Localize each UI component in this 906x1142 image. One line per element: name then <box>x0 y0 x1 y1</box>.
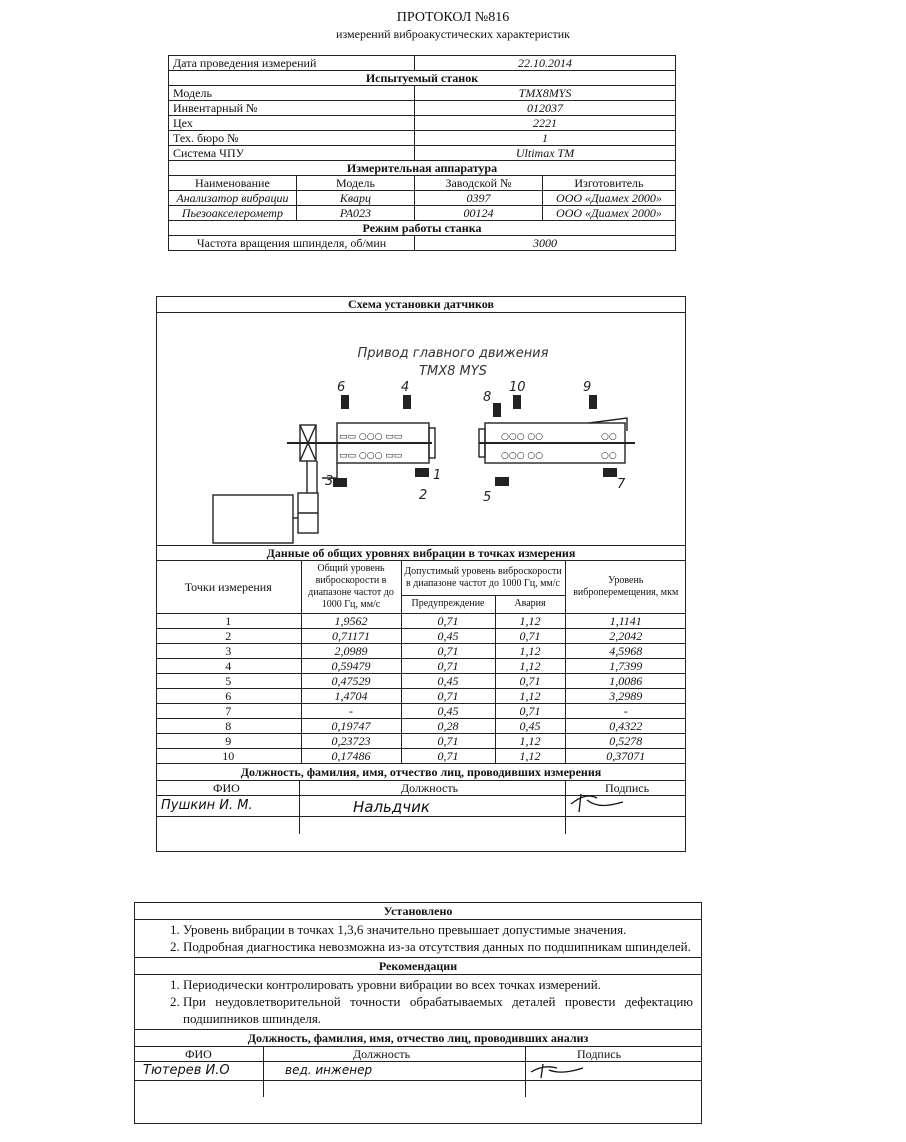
sensor-label-5: 5 <box>483 490 492 505</box>
point-cell: 8 <box>156 719 301 734</box>
svg-text:○○○ ○○: ○○○ ○○ <box>501 432 544 442</box>
sensor-label-10: 10 <box>509 380 526 395</box>
table-row <box>156 629 686 644</box>
scheme-caption: Привод главного движения <box>357 346 549 361</box>
alarm-cell: 1,12 <box>495 644 565 659</box>
svg-text:▭▭ ○○○ ▭▭: ▭▭ ○○○ ▭▭ <box>339 451 403 461</box>
date-value: 22.10.2014 <box>415 56 676 71</box>
velocity-cell: 1,9562 <box>301 614 401 629</box>
vibration-header: Данные об общих уровнях вибрации в точках измерения <box>156 546 686 561</box>
sensor-label-3: 3 <box>325 474 334 489</box>
alarm-cell: 0,45 <box>495 719 565 734</box>
svg-text:▭▭ ○○○ ▭▭: ▭▭ ○○○ ▭▭ <box>339 432 403 442</box>
alarm-cell: 1,12 <box>495 749 565 764</box>
velocity-cell: 0,17486 <box>301 749 401 764</box>
warning-cell: 0,71 <box>401 734 495 749</box>
displacement-cell: 1,1141 <box>565 614 686 629</box>
warning-cell: 0,71 <box>401 749 495 764</box>
warning-cell: 0,45 <box>401 704 495 719</box>
findings-header: Установлено <box>135 903 701 920</box>
table-row <box>156 689 686 704</box>
info-table <box>168 55 676 251</box>
warning-cell: 0,71 <box>401 689 495 704</box>
point-cell: 10 <box>156 749 301 764</box>
equipment-maker: ООО «Диамех 2000» <box>542 206 675 221</box>
sensor-label-1: 1 <box>433 468 442 483</box>
analysts-row <box>135 1061 701 1081</box>
point-cell: 9 <box>156 734 301 749</box>
displacement-cell: 0,5278 <box>565 734 686 749</box>
analyst-name: Тютерев И.О <box>143 1063 230 1078</box>
displacement-cell: - <box>565 704 686 719</box>
velocity-cell: 1,4704 <box>301 689 401 704</box>
recommendations-header: Рекомендации <box>135 957 701 975</box>
mode-header: Режим работы станка <box>169 221 676 236</box>
info-label: Модель <box>169 86 415 101</box>
warning-cell: 0,71 <box>401 644 495 659</box>
velocity-cell: 0,59479 <box>301 659 401 674</box>
velocity-cell: - <box>301 704 401 719</box>
measurers-header: Должность, фамилия, имя, отчество лиц, проводивших измерения <box>157 764 685 781</box>
point-cell: 2 <box>156 629 301 644</box>
equipment-header: Измерительная аппаратура <box>169 161 676 176</box>
displacement-cell: 3,2989 <box>565 689 686 704</box>
warning-cell: 0,71 <box>401 659 495 674</box>
point-cell: 5 <box>156 674 301 689</box>
sensor-label-9: 9 <box>583 380 592 395</box>
measurers-empty-row <box>157 817 685 833</box>
analysts-col-position: Должность <box>353 1047 411 1061</box>
table-row <box>156 659 686 674</box>
col-velocity: Общий уровень виброскорости в диапазоне частот до 1000 Гц, мм/с <box>301 561 401 614</box>
svg-text:○○: ○○ <box>601 432 617 442</box>
findings-list <box>135 920 701 957</box>
equipment-col-name: Наименование <box>169 176 297 191</box>
info-label: Цех <box>169 116 415 131</box>
point-cell: 6 <box>156 689 301 704</box>
protocol-title: ПРОТОКОЛ №816 <box>396 10 510 25</box>
analysts-col-name: ФИО <box>185 1047 212 1061</box>
mode-value: 3000 <box>415 236 676 251</box>
vibration-table <box>156 545 686 764</box>
point-cell: 1 <box>156 614 301 629</box>
analysts-header: Должность, фамилия, имя, отчество лиц, проводивших анализ <box>135 1029 701 1047</box>
col-points: Точки измерения <box>156 561 301 614</box>
measurers-col-position: Должность <box>401 781 459 795</box>
svg-text:○○○ ○○: ○○○ ○○ <box>501 451 544 461</box>
col-displacement: Уровень виброперемещения, мкм <box>565 561 686 614</box>
measurer-name: Пушкин И. М. <box>161 798 253 813</box>
alarm-cell: 1,12 <box>495 659 565 674</box>
sensor-label-4: 4 <box>401 380 410 395</box>
table-row <box>156 749 686 764</box>
point-cell: 3 <box>156 644 301 659</box>
table-row <box>156 719 686 734</box>
recommendations-list <box>135 975 701 1029</box>
analysts-columns <box>135 1047 701 1061</box>
alarm-cell: 1,12 <box>495 734 565 749</box>
measurers-col-name: ФИО <box>213 781 240 795</box>
warning-cell: 0,71 <box>401 614 495 629</box>
info-label: Тех. бюро № <box>169 131 415 146</box>
point-cell: 4 <box>156 659 301 674</box>
mode-label: Частота вращения шпинделя, об/мин <box>169 236 415 251</box>
table-row <box>156 614 686 629</box>
sensor-label-2: 2 <box>419 488 428 503</box>
displacement-cell: 1,7399 <box>565 659 686 674</box>
info-value: 2221 <box>415 116 676 131</box>
measurers-col-signature: Подпись <box>605 781 650 795</box>
displacement-cell: 2,2042 <box>565 629 686 644</box>
info-value: Ultimax TM <box>415 146 676 161</box>
warning-cell: 0,45 <box>401 674 495 689</box>
table-row <box>156 674 686 689</box>
col-warning: Предупреждение <box>401 595 495 613</box>
analyst-position: вед. инженер <box>285 1063 373 1077</box>
date-label: Дата проведения измерений <box>169 56 415 71</box>
table-row <box>156 704 686 719</box>
info-label: Система ЧПУ <box>169 146 415 161</box>
equipment-model: Кварц <box>296 191 414 206</box>
velocity-cell: 0,71171 <box>301 629 401 644</box>
measurer-signature <box>567 790 627 814</box>
scheme-header: Схема установки датчиков <box>157 297 685 313</box>
sensor-label-8: 8 <box>483 390 492 405</box>
equipment-model: PA023 <box>296 206 414 221</box>
equipment-name: Анализатор вибрации <box>169 191 297 206</box>
point-cell: 7 <box>156 704 301 719</box>
velocity-cell: 0,23723 <box>301 734 401 749</box>
svg-text:○○: ○○ <box>601 451 617 461</box>
finding-item: 1. Уровень вибрации в точках 1,3,6 значительно превышает допустимые значения. <box>183 921 693 938</box>
alarm-cell: 0,71 <box>495 674 565 689</box>
finding-item: 2. Подробная диагностика невозможна из-за отсутствия данных по подшипникам шпинделей. <box>183 938 693 955</box>
scheme-caption-model: TMX8 MYS <box>419 364 487 379</box>
machine-header: Испытуемый станок <box>169 71 676 86</box>
measurers-row <box>157 795 685 817</box>
recommendation-item: 2. При неудовлетворительной точности обрабатываемых деталей провести дефектацию подшипников шпинделя. <box>183 993 693 1027</box>
sensor-scheme-drawing <box>157 313 685 545</box>
velocity-cell: 0,19747 <box>301 719 401 734</box>
velocity-cell: 0,47529 <box>301 674 401 689</box>
sensor-label-6: 6 <box>337 380 346 395</box>
equipment-serial: 0397 <box>415 191 543 206</box>
equipment-serial: 00124 <box>415 206 543 221</box>
alarm-cell: 1,12 <box>495 614 565 629</box>
protocol-subtitle: измерений виброакустических характеристик <box>336 27 570 41</box>
analysts-col-signature: Подпись <box>577 1047 622 1061</box>
table-row <box>156 644 686 659</box>
info-value: 012037 <box>415 101 676 116</box>
info-label: Инвентарный № <box>169 101 415 116</box>
measurer-position: Нальдчик <box>353 798 430 816</box>
displacement-cell: 0,4322 <box>565 719 686 734</box>
scheme-box <box>156 296 686 852</box>
table-row <box>156 734 686 749</box>
warning-cell: 0,28 <box>401 719 495 734</box>
equipment-col-maker: Изготовитель <box>542 176 675 191</box>
analyst-signature <box>527 1058 587 1080</box>
warning-cell: 0,45 <box>401 629 495 644</box>
sensor-label-7: 7 <box>617 477 626 492</box>
recommendation-item: 1. Периодически контролировать уровни вибрации во всех точках измерений. <box>183 976 693 993</box>
info-value: 1 <box>415 131 676 146</box>
equipment-maker: ООО «Диамех 2000» <box>542 191 675 206</box>
displacement-cell: 0,37071 <box>565 749 686 764</box>
equipment-name: Пьезоакселерометр <box>169 206 297 221</box>
displacement-cell: 1,0086 <box>565 674 686 689</box>
velocity-cell: 2,0989 <box>301 644 401 659</box>
alarm-cell: 0,71 <box>495 704 565 719</box>
findings-box <box>134 902 702 1124</box>
bearing-marks <box>339 432 617 461</box>
alarm-cell: 1,12 <box>495 689 565 704</box>
alarm-cell: 0,71 <box>495 629 565 644</box>
equipment-col-serial: Заводской № <box>415 176 543 191</box>
col-allowed: Допустимый уровень виброскорости в диапазоне частот до 1000 Гц, мм/с <box>401 561 565 596</box>
col-alarm: Авария <box>495 595 565 613</box>
info-value: TMX8MYS <box>415 86 676 101</box>
equipment-col-model: Модель <box>296 176 414 191</box>
displacement-cell: 4,5968 <box>565 644 686 659</box>
